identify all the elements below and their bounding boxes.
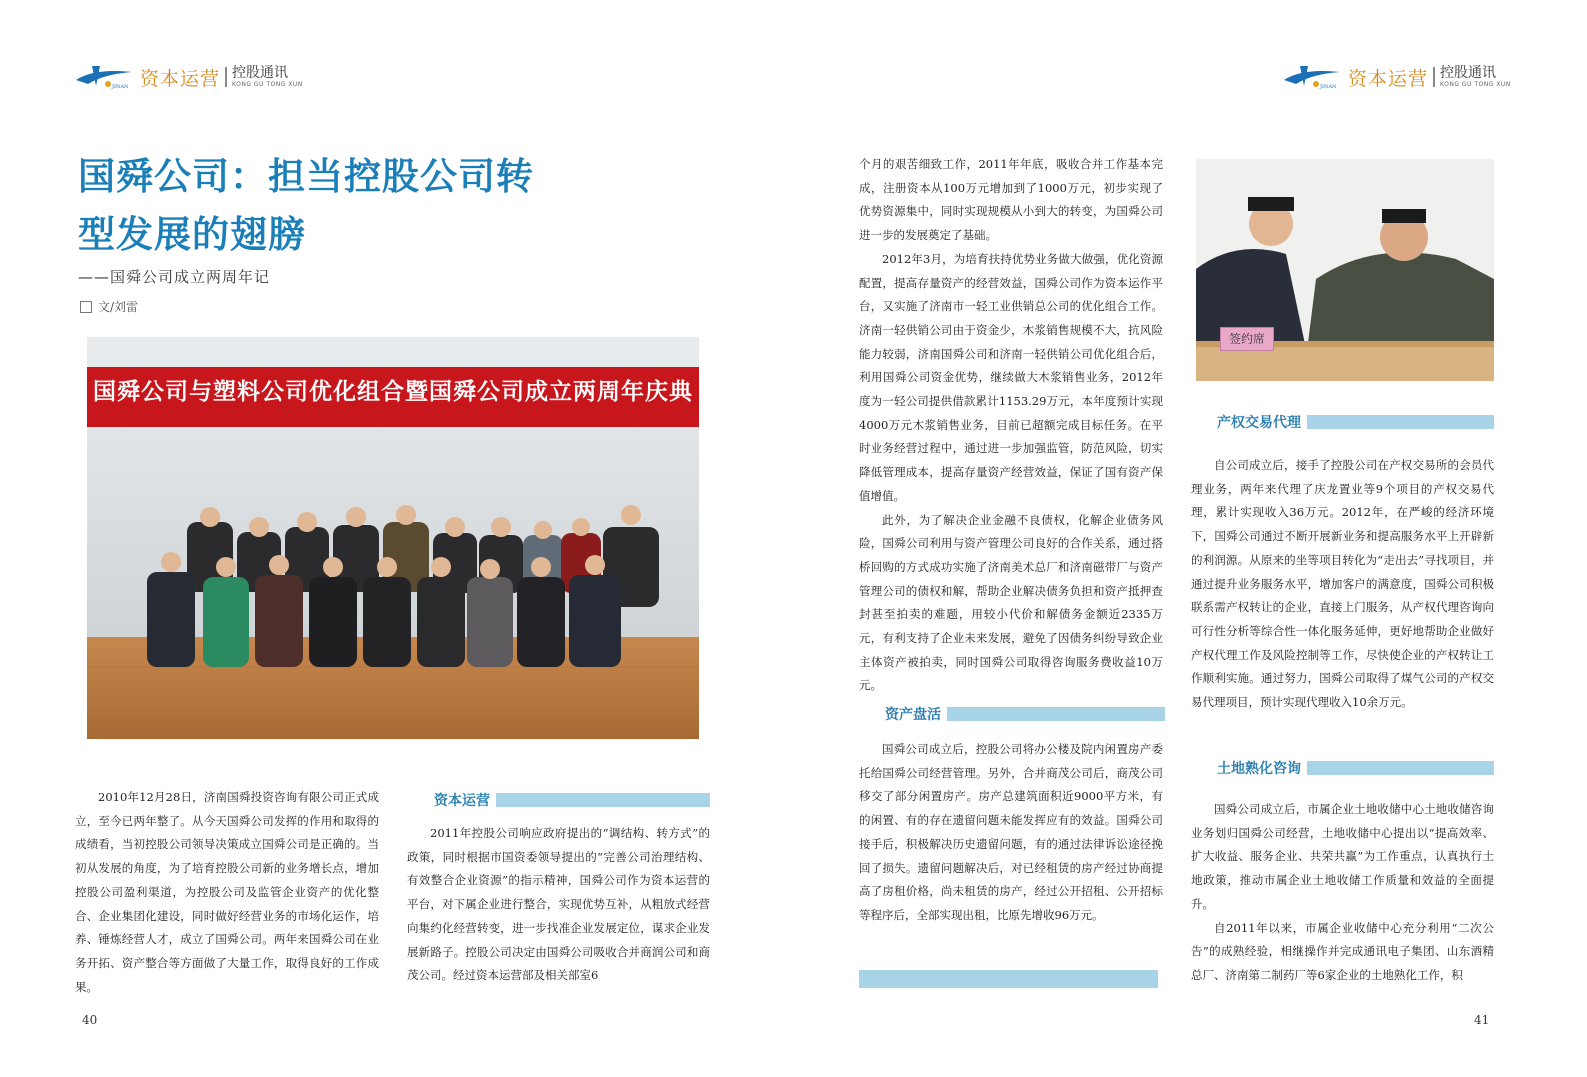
svg-text:JINAN: JINAN [112, 84, 129, 90]
section-heading-capital: 资本运营 [406, 790, 710, 810]
column-3-top [859, 153, 1163, 698]
logo-icon [1282, 62, 1344, 92]
paragraph: 2010年12月28日，济南国舜投资咨询有限公司正式成立，至今已两年整了。从今天国舜公司发挥的作用和取得的成绩看，当初控股公司领导决策成立国舜公司是正确的。当初从发展的角度，为了培育控股公司新的业务增长点，增加控股公司盈利渠道，为控股公司及监管企业资产的优化整合、企业集团化建设，同时做好经营业务的市场化运作，培养、锤炼经营人才，成立了国舜公司。两年来国舜公司在业务开拓、资产整合等方面做了大量工作，取得良好的工作成果。 [75, 790, 379, 994]
column-4-top [1191, 454, 1494, 715]
article-subtitle: ——国舜公司成立两周年记 [78, 268, 271, 286]
decor-strip [859, 970, 1158, 988]
article-title: 国舜公司：担当控股公司转 型发展的翅膀 [78, 155, 534, 256]
right-header [1282, 62, 1511, 92]
page-number-right: 41 [1474, 1013, 1490, 1027]
left-header [74, 62, 303, 92]
paragraph: 此外，为了解决企业金融不良债权，化解企业债务风险，国舜公司利用与资产管理公司良好的合作关系，通过搭桥回购的方式成功实施了济南美术总厂和济南磁带厂与资产管理公司的债权和解，帮助企业解决债务负担和资产抵押查封甚至拍卖的难题，用较小代价和解债务金额近2335万元，有利支持了企业未来发展，避免了因债务纠纷导致企业主体资产被拍卖，同时国舜公司取得咨询服务费收益10万元。 [859, 512, 1163, 693]
paragraph: 国舜公司成立后，控股公司将办公楼及院内闲置房产委托给国舜公司经营管理。另外，合并商茂公司后，商茂公司移交了部分闲置房产。房产总建筑面积近9000平方米，有的闲置、有的存在遗留问题未能发挥应有的效益。国舜公司接手后，积极解决历史遗留问题，有的通过法律诉讼途径挽回了损失。遗留问题解决后，对已经租赁的房产经过协商提高了房租价格，尚未租赁的房产，经过公开招租、公开招标等程序后，全部实现出租，比原先增收96万元。 [859, 742, 1163, 922]
group-photo [87, 337, 699, 739]
paragraph: 自2011年以来，市属企业收储中心充分利用“二次公告”的成熟经验，相继操作并完成通讯电子集团、山东酒精总厂、济南第二制药厂等6家企业的土地熟化工作，积 [1191, 920, 1494, 982]
column-3-bottom [859, 738, 1163, 928]
svg-text:JINAN: JINAN [1320, 84, 1337, 90]
signing-photo [1196, 159, 1494, 381]
author-line: 文/刘雷 [80, 298, 138, 315]
paragraph: 自公司成立后，接手了控股公司在产权交易所的会员代理业务，两年来代理了庆龙置业等9个项目的产权交易代理，累计实现收入36万元。2012年，在严峻的经济环境下，国舜公司通过不断开展新业务和提高服务水平上开辟新的利润源。从原来的坐等项目转化为“走出去”寻找项目，并通过提升业务服务水平，增加客户的满意度，国舜公司积极联系需产权转让的企业，直接上门服务，从产权代理咨询向可行性分析等综合性一体化服务延伸，更好地帮助企业做好产权代理工作及风险控制等工作，尽快使企业的产权转让工作顺利实施。通过努力，国舜公司取得了煤气公司的产权交易代理项目，预计实现代理收入10余万元。 [1191, 458, 1494, 710]
divider [1433, 67, 1435, 87]
section-heading-property: 产权交易代理 [1191, 412, 1494, 432]
section-heading-land: 土地熟化咨询 [1191, 758, 1494, 778]
paragraph: 2012年3月，为培育扶持优势业务做大做强，优化资源配置，提高存量资产的经营效益，国舜公司作为资本运作平台，又实施了济南市一轻工业供销总公司的优化组合工作。济南一轻供销公司由于资金少，木浆销售规模不大，抗风险能力较弱，济南国舜公司和济南一轻供销公司优化组合后，利用国舜公司资金优势，继续做大木浆销售业务，2012年度为一轻公司提供借款累计1153.29万元，本年度预计实现4000万元木浆销售业务，目前已超额完成目标任务。在平时业务经营过程中，通过进一步加强监管，防范风险，切实降低管理成本，提高存量资产经营效益，保证了国有资产保值增值。 [859, 251, 1163, 503]
paragraph: 个月的艰苦细致工作，2011年年底，吸收合并工作基本完成，注册资本从100万元增加到了1000万元，初步实现了优势资源集中，同时实现规模从小到大的转变，为国舜公司进一步的发展奠定了基础。 [859, 157, 1163, 243]
section-heading-assets: 资产盘活 [859, 704, 1165, 724]
column-2 [407, 822, 710, 988]
page-number-left: 40 [82, 1013, 98, 1027]
logo-icon [74, 62, 136, 92]
publication-name: 控股通讯 KONG GU TONG XUN [1440, 65, 1511, 88]
paragraph: 2011年控股公司响应政府提出的“调结构、转方式”的政策，同时根据市国资委领导提出的“完善公司治理结构、有效整合企业资源”的指示精神，国舜公司作为资本运营的平台，对下属企业进行整合，实现优势互补，从粗放式经营向集约化经营转变，进一步找准企业发展定位，谋求企业发展新路子。控股公司决定由国舜公司吸收合并商润公司和商茂公司。经过资本运营部及相关部室6 [407, 826, 710, 983]
photo-banner-text: 国舜公司与塑料公司优化组合暨国舜公司成立两周年庆典 [93, 379, 693, 405]
section-name: 资本运营 [1348, 67, 1429, 90]
column-4-bottom [1191, 798, 1494, 988]
sign-placard: 签约席 [1220, 327, 1274, 351]
column-1 [75, 786, 379, 999]
divider [225, 67, 227, 87]
paragraph: 国舜公司成立后，市属企业土地收储中心土地收储咨询业务划归国舜公司经营，土地收储中心提出以“提高效率、扩大收益、服务企业、共荣共赢”为工作重点，认真执行土地政策，推动市属企业土地收储工作质量和效益的全面提升。 [1191, 802, 1494, 911]
checkbox-icon [80, 301, 92, 313]
section-name: 资本运营 [140, 67, 221, 90]
publication-name: 控股通讯 KONG GU TONG XUN [232, 65, 303, 88]
